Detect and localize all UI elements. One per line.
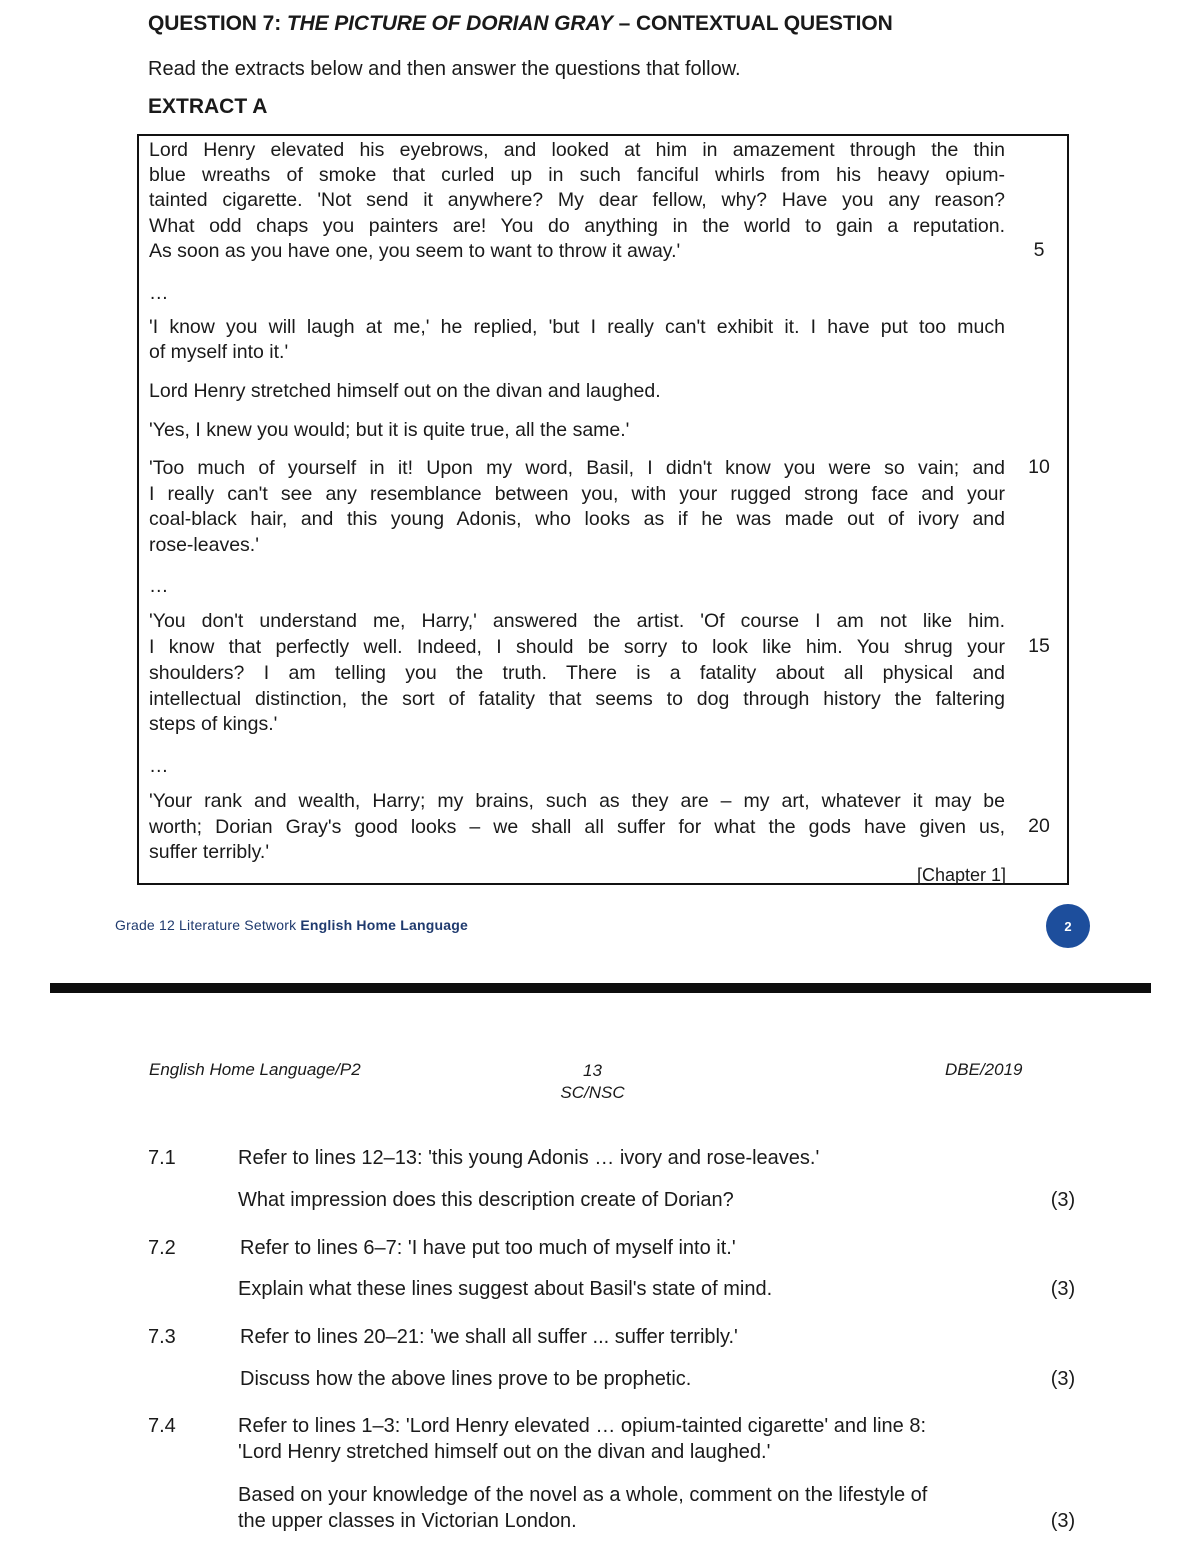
extract-line: 'You don't understand me, Harry,' answered the artist. 'Of course I am not like him.: [149, 610, 1005, 632]
question-reference-cont: 'Lord Henry stretched himself out on the divan and laughed.': [238, 1441, 771, 1463]
novel-title: THE PICTURE OF DORIAN GRAY: [286, 12, 613, 35]
extract-line: steps of kings.': [149, 713, 278, 735]
question-type: – CONTEXTUAL QUESTION: [618, 12, 893, 35]
extract-line: coal-black hair, and this young Adonis, who looks as if he was made out of ivory and: [149, 508, 1005, 530]
extract-line: worth; Dorian Gray's good looks – we shall all suffer for what the gods have given us,: [149, 816, 1005, 838]
extract-line: Lord Henry elevated his eyebrows, and looked at him in amazement through the thin: [149, 139, 1005, 161]
question-title: [148, 12, 893, 36]
extract-line: 'Too much of yourself in it! Upon my word, Basil, I didn't know you were so vain; and: [149, 457, 1005, 479]
line-number: 5: [1033, 239, 1045, 261]
extract-line: 'Your rank and wealth, Harry; my brains, such as they are – my art, whatever it may be: [149, 790, 1005, 812]
question-number: 7.3: [148, 1326, 176, 1348]
footer-bold: English Home Language: [300, 917, 468, 933]
extract-line: What odd chaps you painters are! You do anything in the world to gain a reputation.: [149, 215, 1005, 237]
extract-line: rose-leaves.': [149, 534, 259, 556]
instruction-text: Read the extracts below and then answer the questions that follow.: [148, 58, 741, 80]
line-number: 15: [1028, 635, 1050, 657]
question-marks: (3): [1050, 1368, 1076, 1390]
extract-line: intellectual distinction, the sort of fatality that seems to dog through history the faltering: [149, 688, 1005, 710]
question-number: 7.4: [148, 1415, 176, 1437]
question-number: 7.1: [148, 1147, 176, 1169]
header-center-sub: SC/NSC: [560, 1083, 625, 1102]
header-page-number: 13: [583, 1061, 602, 1080]
extract-line: Lord Henry stretched himself out on the divan and laughed.: [149, 380, 661, 402]
footer-text: [115, 917, 468, 933]
footer-plain: Grade 12 Literature Setwork: [115, 917, 297, 933]
question-number: 7.2: [148, 1237, 176, 1259]
question-reference: Refer to lines 1–3: 'Lord Henry elevated … opium-tainted cigarette' and line 8:: [238, 1415, 927, 1437]
page-number-badge: 2: [1046, 904, 1090, 948]
question-task: Based on your knowledge of the novel as a whole, comment on the lifestyle of: [238, 1484, 928, 1506]
question-marks: (3): [1050, 1189, 1076, 1211]
question-task-cont: the upper classes in Victorian London.: [238, 1510, 577, 1532]
question-marks: (3): [1050, 1278, 1076, 1300]
question-reference: Refer to lines 6–7: 'I have put too much of myself into it.': [240, 1237, 736, 1259]
question-task: Discuss how the above lines prove to be prophetic.: [240, 1368, 692, 1390]
chapter-reference: [Chapter 1]: [916, 865, 1006, 885]
extract-line: shoulders? I am telling you the truth. There is a fatality about all physical and: [149, 662, 1005, 684]
question-reference: Refer to lines 12–13: 'this young Adonis … ivory and rose-leaves.': [238, 1147, 820, 1169]
question-task: What impression does this description create of Dorian?: [238, 1189, 734, 1211]
extract-ellipsis: …: [149, 575, 169, 597]
extract-line: 'Yes, I knew you would; but it is quite true, all the same.': [149, 419, 630, 441]
question-reference: Refer to lines 20–21: 'we shall all suffer ... suffer terribly.': [240, 1326, 738, 1348]
extract-ellipsis: …: [149, 755, 169, 777]
header-left: English Home Language/P2: [149, 1060, 361, 1079]
question-label: QUESTION 7:: [148, 12, 282, 35]
question-task: Explain what these lines suggest about Basil's state of mind.: [238, 1278, 773, 1300]
page-divider: [50, 983, 1151, 993]
question-marks: (3): [1050, 1510, 1076, 1532]
extract-line: As soon as you have one, you seem to want to throw it away.': [149, 240, 681, 262]
extract-line: suffer terribly.': [149, 841, 270, 863]
extract-line: 'I know you will laugh at me,' he replied, 'but I really can't exhibit it. I have put too much: [149, 316, 1005, 338]
extract-line: I really can't see any resemblance between you, with your rugged strong face and your: [149, 483, 1005, 505]
header-right: DBE/2019: [945, 1060, 1023, 1079]
extract-ellipsis: …: [149, 282, 169, 304]
extract-line: I know that perfectly well. Indeed, I should be sorry to look like him. You shrug your: [149, 636, 1005, 658]
extract-line: tainted cigarette. 'Not send it anywhere? My dear fellow, why? Have you any reason?: [149, 189, 1005, 211]
extract-label: EXTRACT A: [148, 95, 268, 118]
extract-line: of myself into it.': [149, 341, 289, 363]
line-number: 20: [1028, 815, 1050, 837]
line-number: 10: [1028, 456, 1050, 478]
extract-line: blue wreaths of smoke that curled up in such fanciful whirls from his heavy opium-: [149, 164, 1005, 186]
